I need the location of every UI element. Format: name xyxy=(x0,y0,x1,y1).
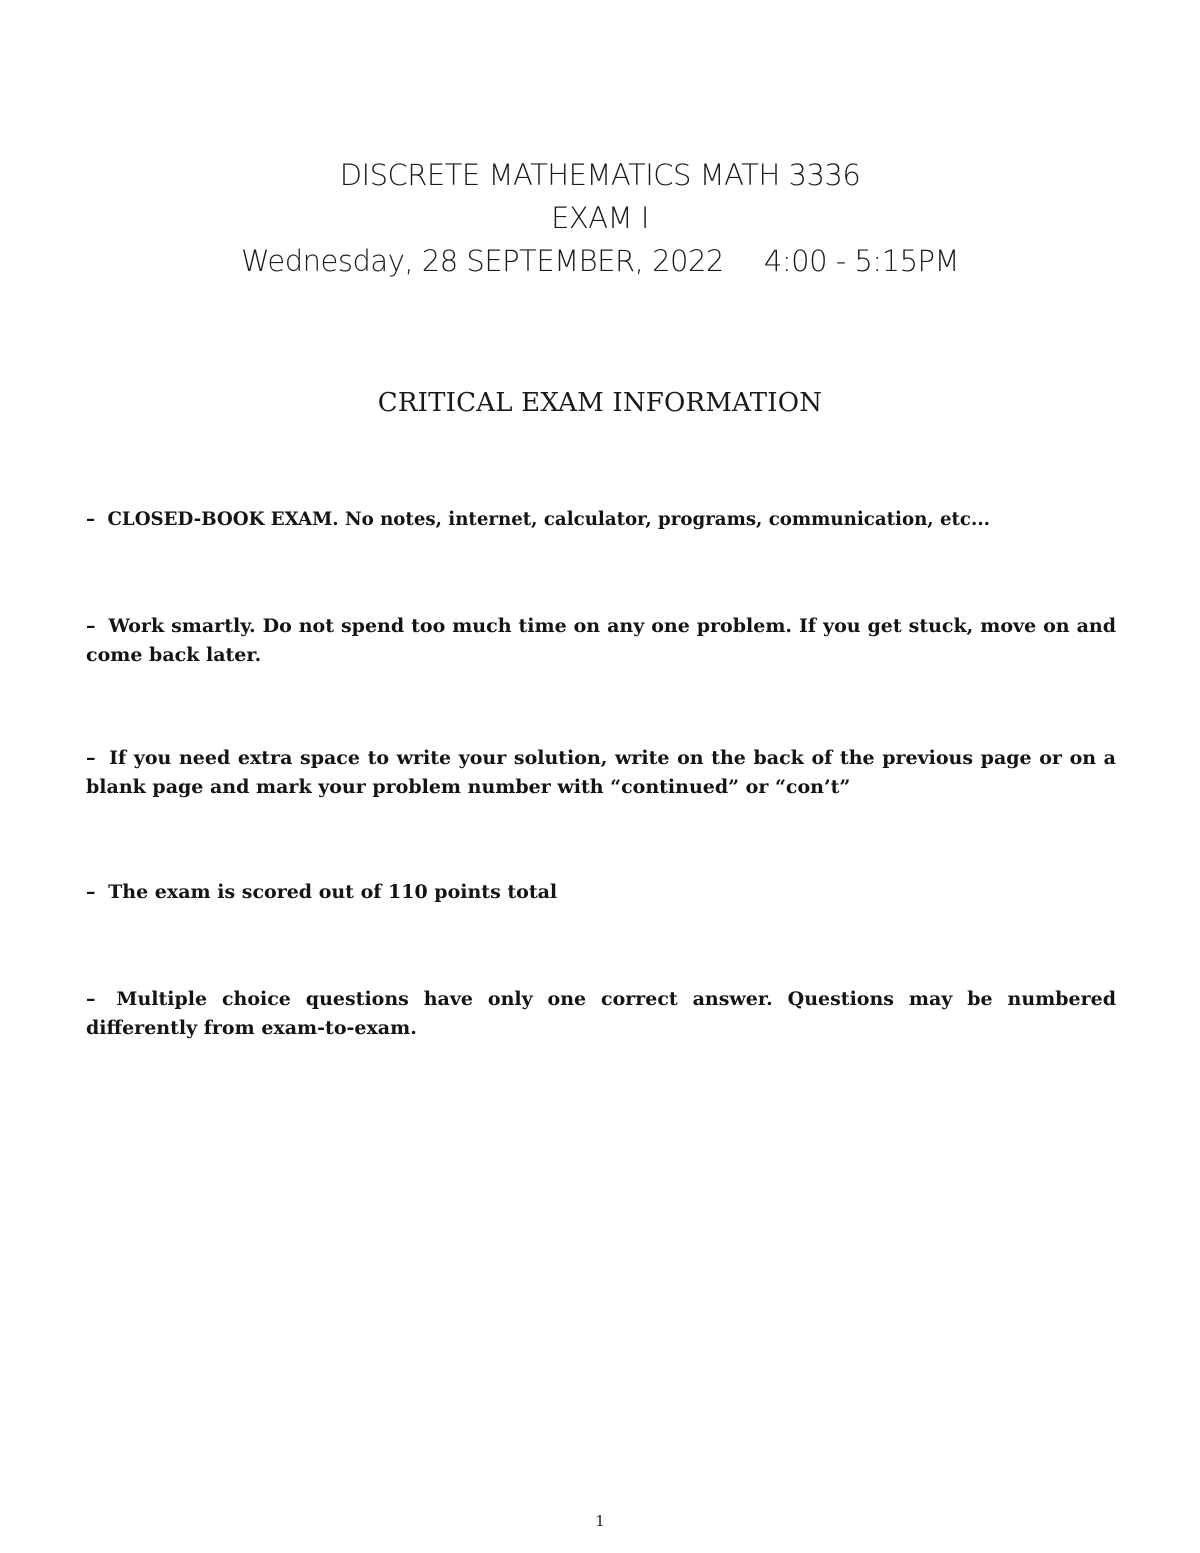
course-title: DISCRETE MATHEMATICS MATH 3336 xyxy=(339,158,861,192)
section-title: CRITICAL EXAM INFORMATION xyxy=(377,388,823,418)
info-item xyxy=(86,878,1116,907)
info-item xyxy=(86,985,1116,1043)
info-item-text: The exam is scored out of 110 points total xyxy=(108,881,558,903)
bullet-dash: – xyxy=(86,881,96,903)
exam-title: EXAM I xyxy=(551,201,649,235)
exam-date-time xyxy=(0,244,1200,278)
info-item-text: If you need extra space to write your solution, write on the back of the previous page or on a blank page and mark your problem number with “continued” or “con’t” xyxy=(86,747,1116,798)
bullet-dash: – xyxy=(86,615,96,637)
info-item xyxy=(86,744,1116,802)
info-item-text: Multiple choice questions have only one correct answer. Questions may be numbered differently from exam-to-exam. xyxy=(86,988,1116,1039)
bullet-dash: – xyxy=(86,747,96,769)
exam-time: 4:00 - 5:15PM xyxy=(763,244,960,278)
info-item xyxy=(86,612,1116,670)
info-item xyxy=(86,505,1116,534)
bullet-dash: – xyxy=(86,988,96,1010)
info-item-lead: CLOSED-BOOK EXAM. xyxy=(107,509,339,530)
info-item-text: Work smartly. Do not spend too much time on any one problem. If you get stuck, move on and come back later. xyxy=(86,615,1116,666)
exam-date: Wednesday, 28 SEPTEMBER, 2022 xyxy=(240,244,724,278)
bullet-dash: – xyxy=(86,509,96,530)
page-number: 1 xyxy=(595,1512,605,1530)
info-item-text: No notes, internet, calculator, programs, communication, etc... xyxy=(344,509,991,530)
